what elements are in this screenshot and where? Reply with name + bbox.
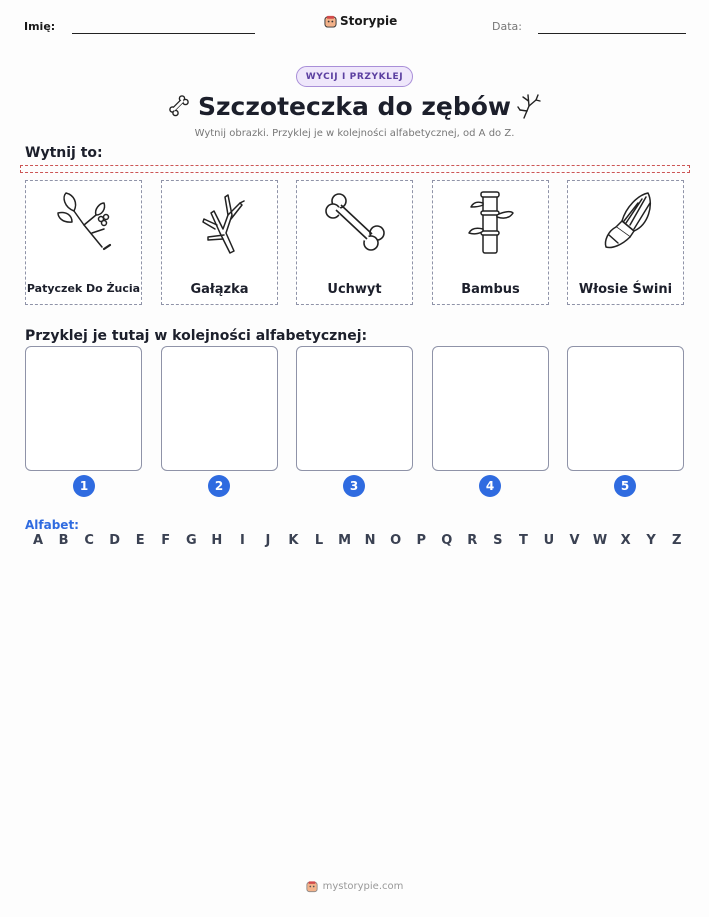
alphabet-letter: J (265, 533, 271, 548)
brand-name: Storypie (340, 14, 398, 28)
cut-card-bristles[interactable] (567, 180, 684, 305)
paste-slot-2[interactable] (161, 346, 278, 471)
alphabet-letter: I (239, 533, 245, 548)
alphabet-letter: V (569, 533, 580, 548)
slot-number-2: 2 (208, 475, 230, 497)
storypie-logo-icon (324, 15, 337, 28)
alphabet-letter: P (416, 533, 426, 548)
slot-number-4: 4 (479, 475, 501, 497)
slot-number-1: 1 (73, 475, 95, 497)
alphabet-letter: C (84, 533, 94, 548)
cut-card-chew-stick[interactable] (25, 180, 142, 305)
card-label: Włosie Świni (578, 282, 673, 297)
bamboo-icon (461, 189, 521, 255)
date-label: Data: (492, 20, 522, 33)
alphabet-row (30, 533, 685, 548)
alphabet-letter: B (58, 533, 69, 548)
alphabet-letter: K (288, 533, 299, 548)
alphabet-letter: M (338, 533, 352, 548)
card-label: Patyczek Do Żucia (26, 282, 141, 295)
activity-badge: WYCIJ I PRZYKLEJ (296, 66, 413, 87)
alphabet-letter: U (543, 533, 555, 548)
alphabet-letter: S (493, 533, 503, 548)
storypie-footer-icon (306, 880, 318, 893)
paste-slot-3[interactable] (296, 346, 413, 471)
alphabet-letter: A (32, 533, 44, 548)
cut-line (20, 165, 690, 173)
name-label: Imię: (24, 20, 56, 33)
cut-card-twig[interactable] (161, 180, 278, 305)
alphabet-letter: T (518, 533, 528, 548)
alphabet-letter: W (592, 533, 608, 548)
name-line[interactable] (72, 33, 255, 34)
card-label: Bambus (461, 282, 520, 297)
alphabet-letter: E (135, 533, 145, 548)
date-line[interactable] (538, 33, 686, 34)
paste-slot-5[interactable] (567, 346, 684, 471)
page-title: Szczoteczka do zębów (197, 92, 512, 121)
alphabet-letter: Z (671, 533, 682, 548)
alphabet-letter: O (390, 533, 402, 548)
paste-section-label: Przyklej je tutaj w kolejności alfabetycznej: (25, 328, 368, 344)
alphabet-letter: Q (441, 533, 453, 548)
alphabet-letter: D (109, 533, 121, 548)
cut-card-handle[interactable] (296, 180, 413, 305)
cut-card-bamboo[interactable] (432, 180, 549, 305)
alphabet-letter: F (161, 533, 171, 548)
slot-number-3: 3 (343, 475, 365, 497)
alphabet-letter: N (364, 533, 376, 548)
alphabet-letter: X (620, 533, 631, 548)
brand-logo (324, 14, 397, 28)
chew-stick-icon (54, 189, 114, 255)
twig-icon (190, 189, 250, 255)
card-label: Gałązka (190, 282, 249, 297)
card-label: Uchwyt (327, 282, 382, 297)
alphabet-letter: Y (646, 533, 656, 548)
footer (0, 880, 709, 893)
alphabet-letter: G (185, 533, 197, 548)
alphabet-letter: R (467, 533, 478, 548)
paste-slot-1[interactable] (25, 346, 142, 471)
alphabet-letter: H (211, 533, 223, 548)
instructions: Wytnij obrazki. Przyklej je w kolejności alfabetycznej, od A do Z. (194, 128, 515, 139)
cut-section-label: Wytnij to: (25, 145, 103, 161)
alphabet-letter: L (314, 533, 324, 548)
paste-slot-4[interactable] (432, 346, 549, 471)
footer-url[interactable]: mystorypie.com (322, 881, 404, 892)
bristle-brush-icon (596, 189, 656, 255)
alphabet-label: Alfabet: (25, 518, 79, 532)
bone-handle-icon (325, 189, 385, 255)
slot-number-5: 5 (614, 475, 636, 497)
twig-icon-small (516, 92, 542, 120)
